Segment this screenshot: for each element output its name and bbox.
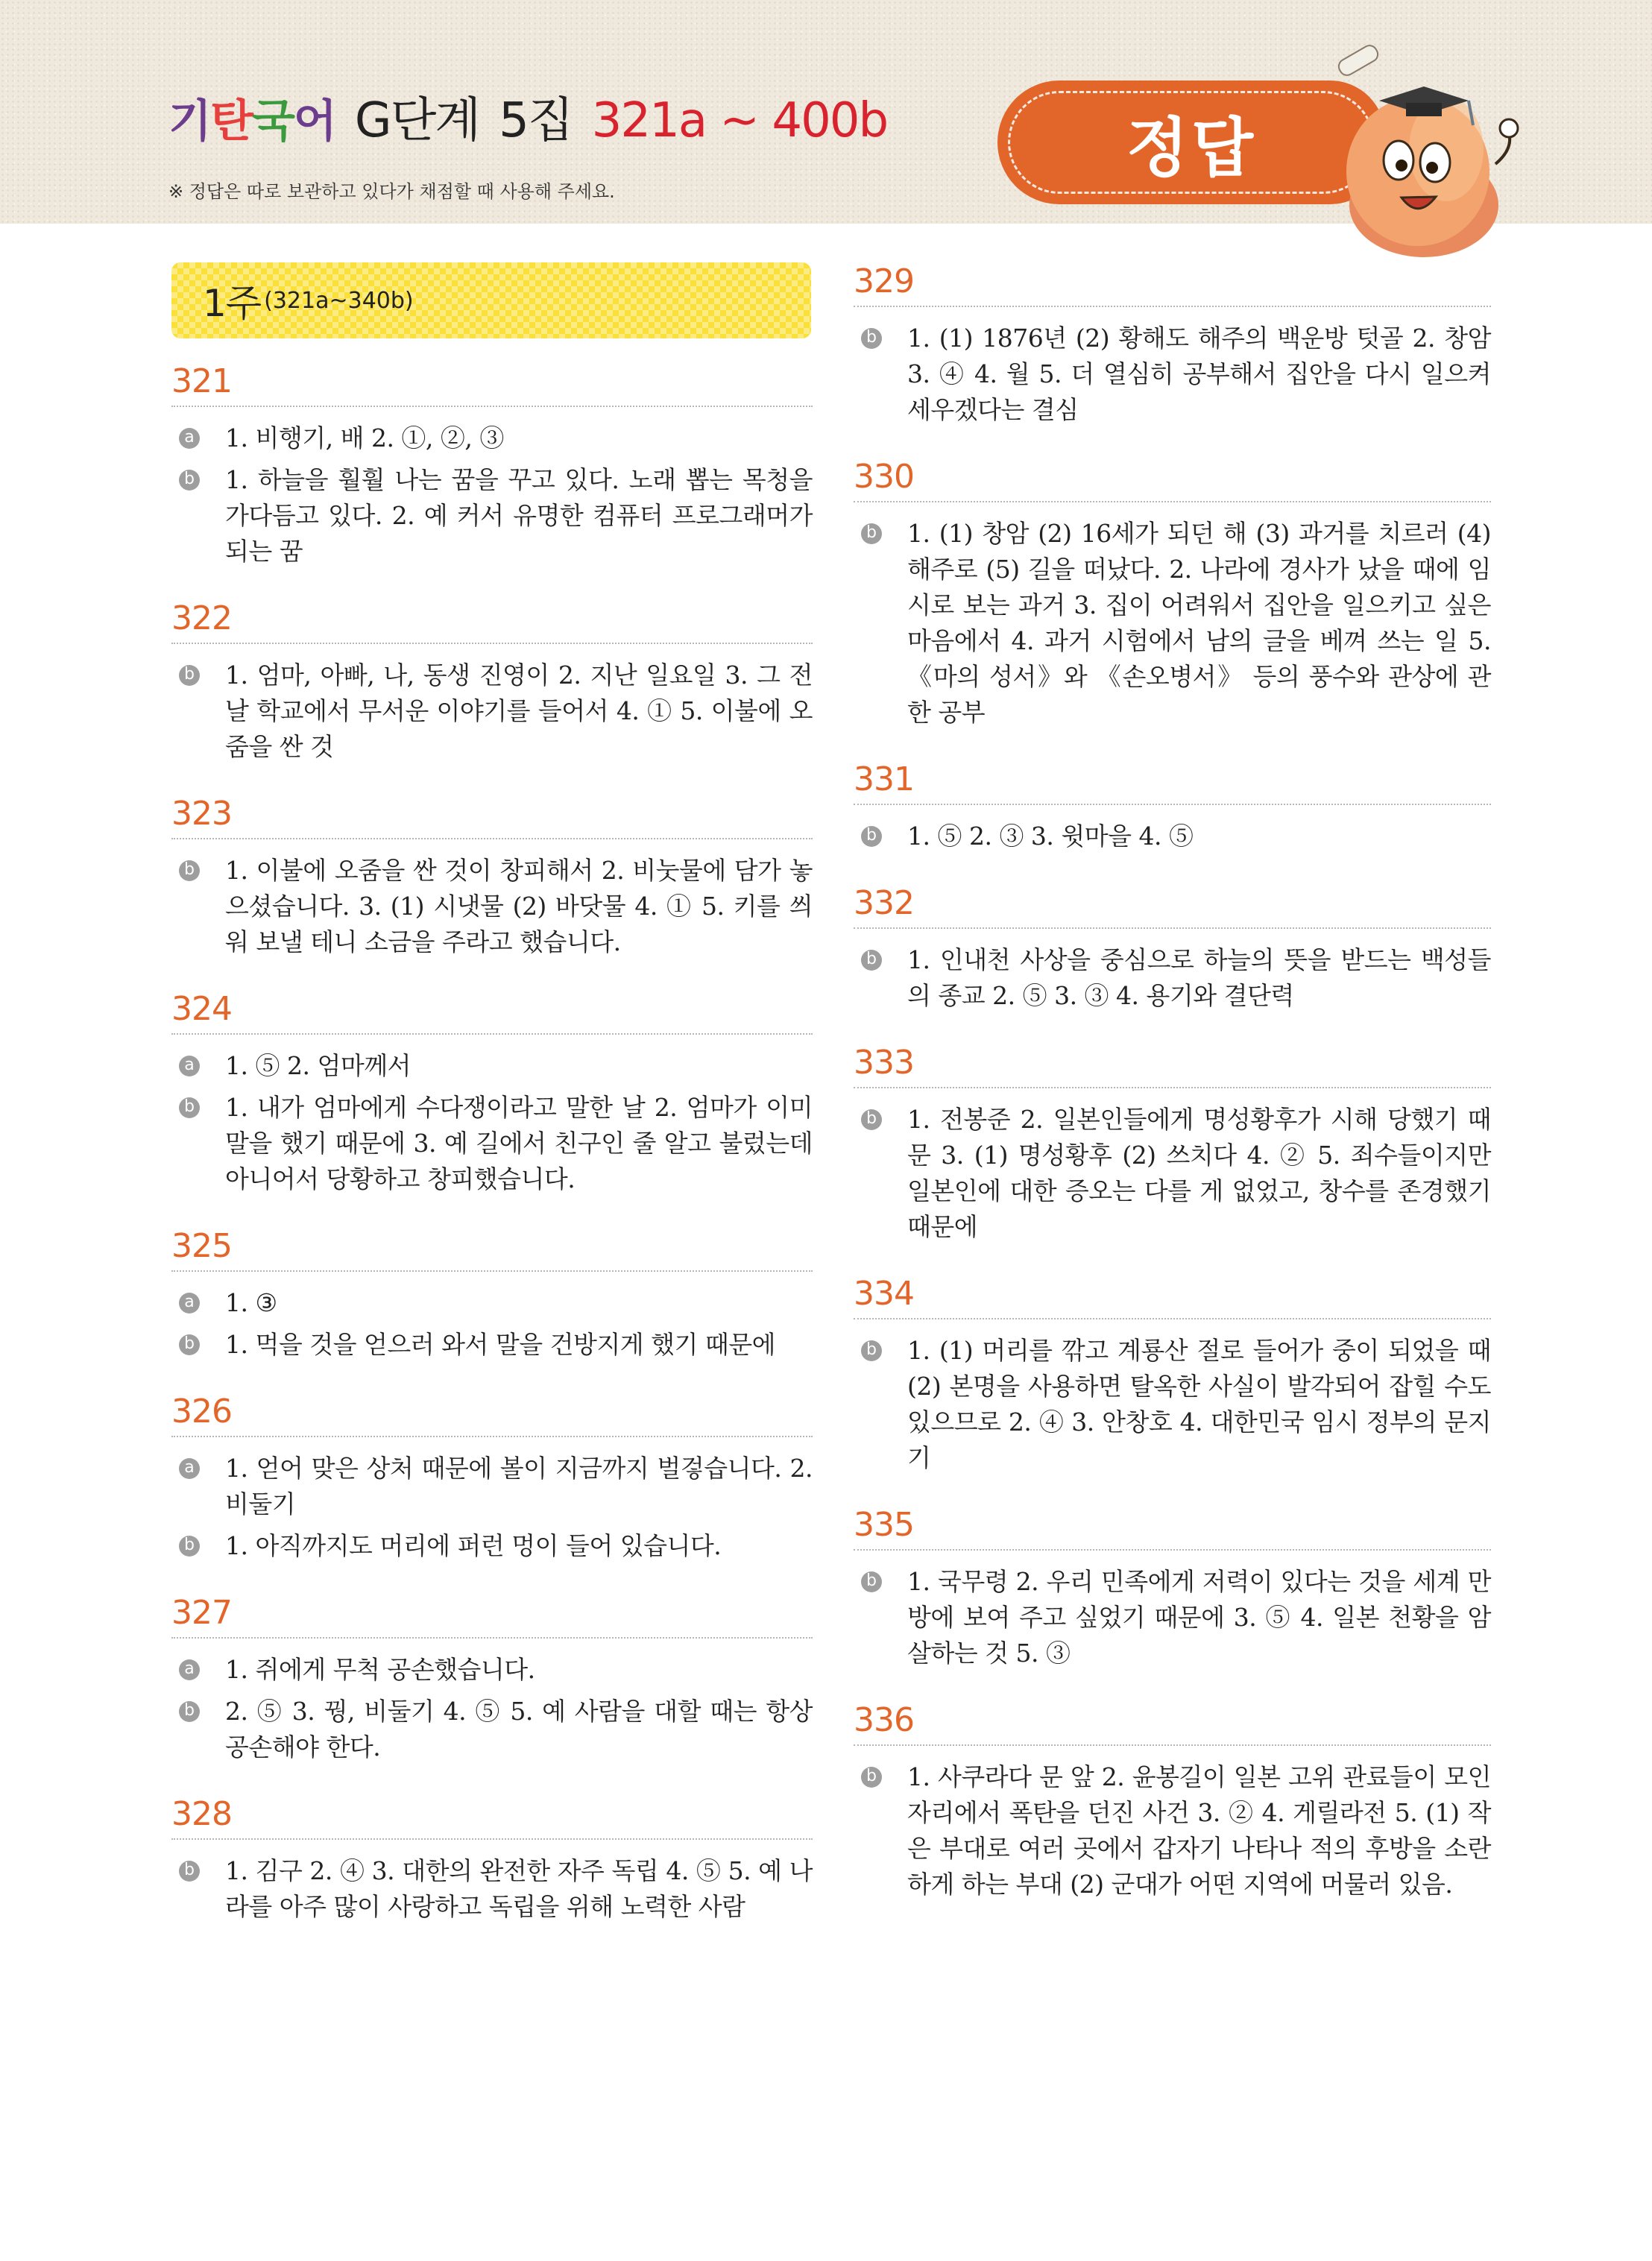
part-marker-icon: b	[179, 470, 200, 491]
answer-text: 1. 엄마, 아빠, 나, 동생 진영이 2. 지난 일요일 3. 그 전날 학교에서 무서운 이야기를 들어서 4. ① 5. 이불에 오줌을 싼 것	[225, 660, 813, 761]
section-number: 324	[171, 990, 813, 1035]
answer-section	[854, 1275, 1491, 1476]
range-label: 321a ~ 400b	[591, 93, 888, 148]
answer-section	[171, 362, 813, 570]
answer-section	[854, 1701, 1491, 1902]
answer-text: 2. ⑤ 3. 꿩, 비둘기 4. ⑤ 5. 예 사람을 대할 때는 항상 공손해야 한다.	[225, 1697, 813, 1762]
answer-row	[171, 420, 813, 456]
section-number: 332	[854, 884, 1491, 929]
brand-logo: 기탄국어	[168, 95, 335, 148]
answer-text: 1. (1) 머리를 깎고 계룡산 절로 들어가 중이 되었을 때 (2) 본명을 사용하면 탈옥한 사실이 발각되어 잡힐 수도 있으므로 2. ④ 3. 안창호 4. 대한민국 임시 정부의 문지기	[907, 1336, 1491, 1472]
part-marker-icon: b	[179, 665, 200, 686]
part-marker-icon: b	[861, 950, 882, 971]
answer-section	[171, 990, 813, 1197]
peach-mascot-icon	[1327, 37, 1521, 261]
section-number: 334	[854, 1275, 1491, 1319]
answer-row	[171, 1652, 813, 1688]
part-marker-icon: b	[179, 1701, 200, 1722]
answer-section	[854, 262, 1491, 428]
week-title: 1주	[203, 282, 262, 325]
part-marker-icon: b	[179, 1861, 200, 1882]
answer-row	[171, 853, 813, 960]
answer-text: 1. (1) 창암 (2) 16세가 되던 해 (3) 과거를 치르러 (4) 해주로 (5) 길을 떠났다. 2. 나라에 경사가 났을 때에 임시로 보는 과거 3. 집이 어려워서 집안을 일으키고 싶은 마음에서 4. 과거 시험에서 남의 글을 베껴 쓰는 일 5. 《마의 성서》와 《손오병서》 등의 풍수와 관상에 관한 공부	[907, 519, 1491, 727]
answer-text: 1. 쥐에게 무척 공손했습니다.	[225, 1655, 535, 1684]
answer-row	[854, 942, 1491, 1014]
left-sections	[171, 362, 813, 1925]
answer-section	[171, 1227, 813, 1363]
part-marker-icon: a	[179, 1458, 200, 1479]
answer-section	[854, 760, 1491, 854]
right-column	[854, 262, 1491, 1932]
answer-row	[854, 1102, 1491, 1245]
answer-text: 1. 김구 2. ④ 3. 대한의 완전한 자주 독립 4. ⑤ 5. 예 나라를 아주 많이 사랑하고 독립을 위해 노력한 사람	[225, 1856, 813, 1921]
section-number: 329	[854, 262, 1491, 307]
part-marker-icon: b	[861, 1571, 882, 1592]
part-marker-icon: b	[179, 860, 200, 881]
section-number: 327	[171, 1594, 813, 1639]
answer-badge-label: 정답	[1126, 111, 1257, 186]
answer-section	[854, 884, 1491, 1014]
answer-section	[854, 458, 1491, 731]
answer-text: 1. ③	[225, 1288, 277, 1317]
answer-text: 1. 내가 엄마에게 수다쟁이라고 말한 날 2. 엄마가 이미 말을 했기 때문에 3. 예 길에서 친구인 줄 알고 불렀는데 아니어서 당황하고 창피했습니다.	[225, 1093, 813, 1193]
part-marker-icon: a	[179, 1659, 200, 1680]
set-label: 5집	[499, 93, 573, 148]
part-marker-icon: a	[179, 1293, 200, 1314]
answer-row	[171, 1048, 813, 1084]
answer-text: 1. 사쿠라다 문 앞 2. 윤봉길이 일본 고위 관료들이 모인 자리에서 폭탄을 던진 사건 3. ② 4. 게릴라전 5. (1) 작은 부대로 여러 곳에서 갑자기 나타나 적의 후방을 소란하게 하는 부대 (2) 군대가 어떤 지역에 머물러 있음.	[907, 1762, 1491, 1899]
section-number: 323	[171, 795, 813, 839]
answer-section	[171, 1594, 813, 1765]
answer-section	[171, 1393, 813, 1564]
part-marker-icon: b	[179, 1097, 200, 1118]
answer-text: 1. 아직까지도 머리에 퍼런 멍이 들어 있습니다.	[225, 1531, 722, 1560]
part-marker-icon: b	[861, 1340, 882, 1361]
answer-text: 1. 이불에 오줌을 싼 것이 창피해서 2. 비눗물에 담가 놓으셨습니다. 3. (1) 시냇물 (2) 바닷물 4. ① 5. 키를 씌워 보낼 테니 소금을 주라고 했습니다.	[225, 856, 813, 956]
answer-section	[171, 1795, 813, 1925]
left-column	[171, 262, 813, 1955]
level-label: G단계	[354, 93, 480, 148]
answer-section	[854, 1044, 1491, 1245]
section-number: 321	[171, 362, 813, 407]
answer-text: 1. 인내천 사상을 중심으로 하늘의 뜻을 받드는 백성들의 종교 2. ⑤ 3. ③ 4. 용기와 결단력	[907, 945, 1491, 1010]
section-number: 330	[854, 458, 1491, 502]
section-number: 325	[171, 1227, 813, 1272]
answer-row	[854, 516, 1491, 731]
section-number: 331	[854, 760, 1491, 805]
part-marker-icon: b	[179, 1536, 200, 1557]
answer-row	[854, 1333, 1491, 1476]
answer-row	[854, 1759, 1491, 1902]
part-marker-icon: b	[861, 826, 882, 847]
answer-row	[171, 1327, 813, 1363]
answer-row	[171, 1451, 813, 1522]
section-number: 333	[854, 1044, 1491, 1088]
answer-row	[854, 1564, 1491, 1671]
answer-row	[171, 1285, 813, 1321]
week-range: (321a~340b)	[264, 287, 414, 314]
answer-text: 1. (1) 1876년 (2) 황해도 해주의 백운방 텃골 2. 창암 3. ④ 4. 월 5. 더 열심히 공부해서 집안을 다시 일으켜 세우겠다는 결심	[907, 324, 1491, 424]
answer-text: 1. 비행기, 배 2. ①, ②, ③	[225, 423, 504, 452]
answer-text: 1. 전봉준 2. 일본인들에게 명성황후가 시해 당했기 때문 3. (1) 명성황후 (2) 쓰치다 4. ② 5. 죄수들이지만 일본인에 대한 증오는 다를 게 없었고, 창수를 존경했기 때문에	[907, 1105, 1491, 1241]
part-marker-icon: a	[179, 1056, 200, 1076]
book-title	[168, 82, 887, 149]
part-marker-icon: b	[179, 1334, 200, 1355]
answer-section	[171, 599, 813, 765]
right-sections	[854, 262, 1491, 1902]
answer-row	[171, 1853, 813, 1925]
answer-row	[854, 321, 1491, 428]
answer-row	[171, 1090, 813, 1197]
answer-text: 1. 먹을 것을 얻으러 와서 말을 건방지게 했기 때문에	[225, 1330, 775, 1359]
answer-text: 1. ⑤ 2. 엄마께서	[225, 1051, 411, 1080]
part-marker-icon: b	[861, 1767, 882, 1788]
answer-row	[171, 1528, 813, 1564]
answer-row	[854, 819, 1491, 854]
section-number: 335	[854, 1506, 1491, 1551]
part-marker-icon: b	[861, 523, 882, 544]
week-banner	[171, 262, 811, 338]
section-number: 336	[854, 1701, 1491, 1746]
part-marker-icon: a	[179, 428, 200, 449]
section-number: 322	[171, 599, 813, 644]
part-marker-icon: b	[861, 328, 882, 349]
answer-text: 1. ⑤ 2. ③ 3. 윗마을 4. ⑤	[907, 822, 1194, 851]
answer-row	[171, 1694, 813, 1765]
answer-text: 1. 얻어 맞은 상처 때문에 볼이 지금까지 벌겋습니다. 2. 비둘기	[225, 1454, 813, 1519]
answer-text: 1. 국무령 2. 우리 민족에게 저력이 있다는 것을 세계 만방에 보여 주고 싶었기 때문에 3. ⑤ 4. 일본 천황을 암살하는 것 5. ③	[907, 1567, 1491, 1668]
answer-section	[854, 1506, 1491, 1671]
section-number: 326	[171, 1393, 813, 1437]
answer-section	[171, 795, 813, 960]
notice-text: ※ 정답은 따로 보관하고 있다가 채점할 때 사용해 주세요.	[168, 181, 615, 202]
part-marker-icon: b	[861, 1109, 882, 1130]
answer-text: 1. 하늘을 훨훨 나는 꿈을 꾸고 있다. 노래 뽑는 목청을 가다듬고 있다. 2. 예 커서 유명한 컴퓨터 프로그래머가 되는 꿈	[225, 465, 813, 566]
answer-row	[171, 658, 813, 765]
answer-row	[171, 462, 813, 570]
section-number: 328	[171, 1795, 813, 1840]
